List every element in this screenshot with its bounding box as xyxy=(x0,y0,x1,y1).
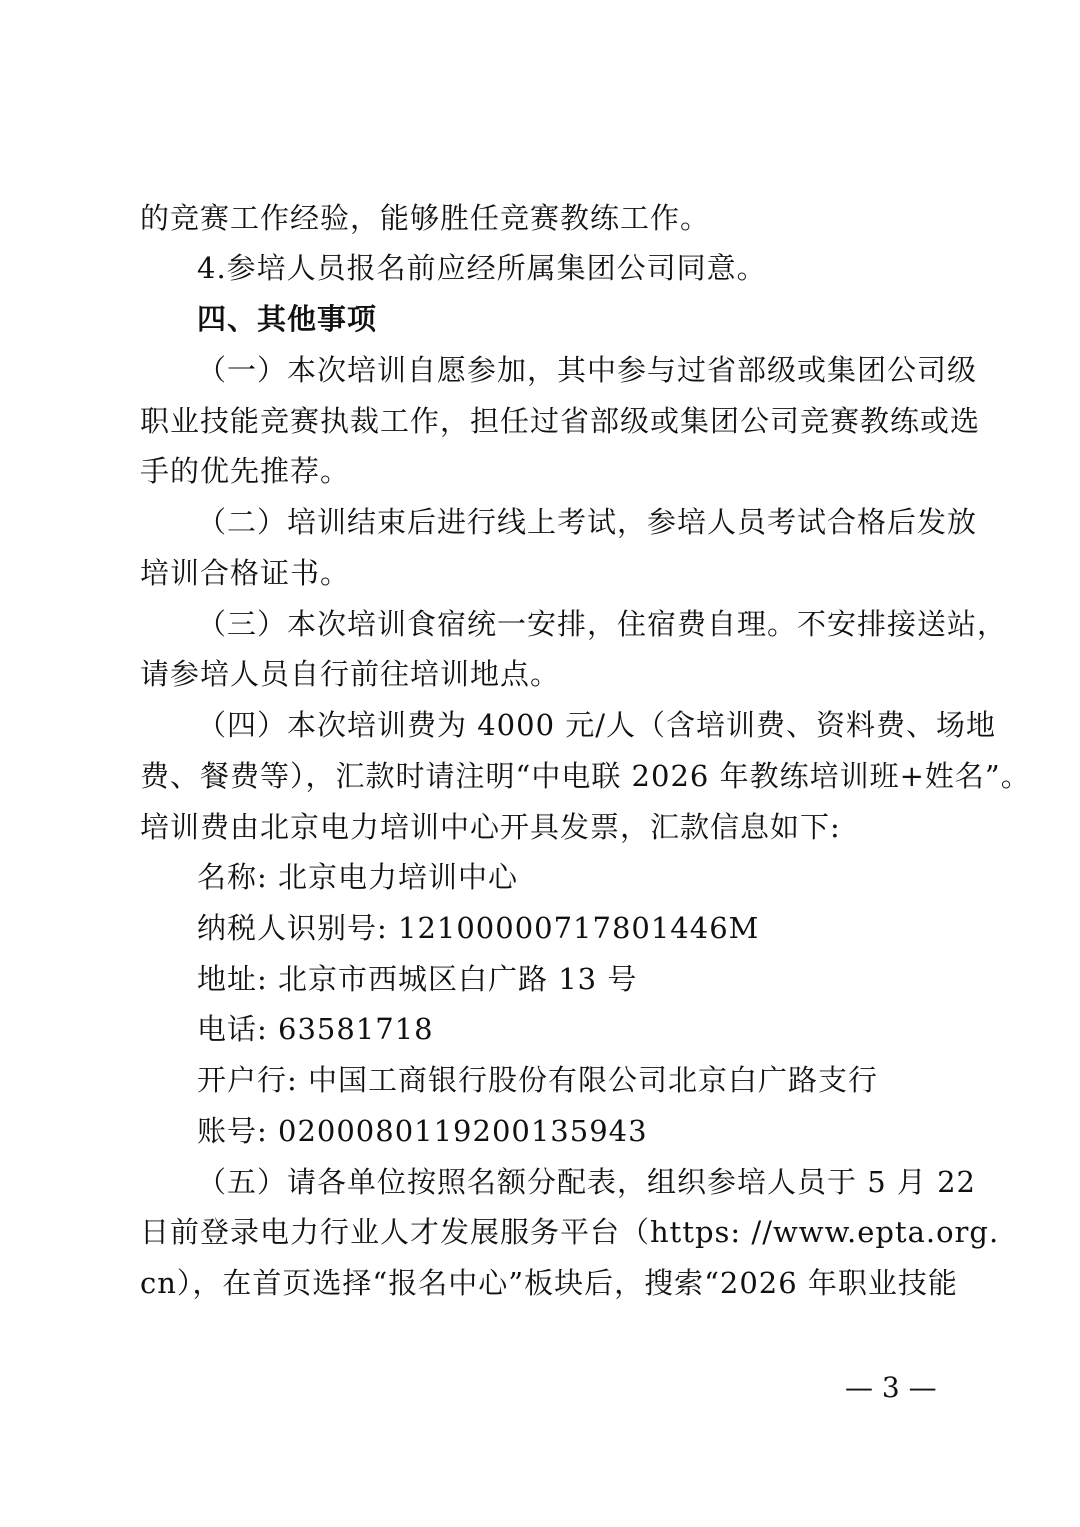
payee-name: 名称: 北京电力培训中心 xyxy=(197,860,518,894)
text-line-item-4: 4.参培人员报名前应经所属集团公司同意。 xyxy=(197,251,767,285)
payee-account: 账号: 0200080119200135943 xyxy=(197,1114,648,1148)
text-line-continuation: 的竞赛工作经验，能够胜任竞赛教练工作。 xyxy=(140,201,711,235)
paragraph-5-line-1: （五）请各单位按照名额分配表，组织参培人员于 5 月 22 xyxy=(197,1165,977,1199)
payee-phone: 电话: 63581718 xyxy=(197,1012,434,1046)
paragraph-5-line-2: 日前登录电力行业人才发展服务平台（https: //www.epta.org. xyxy=(140,1215,1000,1249)
paragraph-4-line-2: 费、餐费等），汇款时请注明“中电联 2026 年教练培训班+姓名”。 xyxy=(140,759,1031,793)
payee-bank: 开户行: 中国工商银行股份有限公司北京白广路支行 xyxy=(197,1063,878,1097)
paragraph-2-line-2: 培训合格证书。 xyxy=(140,556,351,590)
paragraph-4-line-3: 培训费由北京电力培训中心开具发票，汇款信息如下: xyxy=(140,810,841,844)
page-number: — 3 — xyxy=(845,1371,937,1404)
paragraph-3-line-1: （三）本次培训食宿统一安排，住宿费自理。不安排接送站， xyxy=(197,607,1008,641)
paragraph-4-line-1: （四）本次培训费为 4000 元/人（含培训费、资料费、场地 xyxy=(197,708,997,742)
paragraph-2-line-1: （二）培训结束后进行线上考试，参培人员考试合格后发放 xyxy=(197,505,978,539)
paragraph-1-line-2: 职业技能竞赛执裁工作，担任过省部级或集团公司竞赛教练或选 xyxy=(140,404,981,438)
paragraph-3-line-2: 请参培人员自行前往培训地点。 xyxy=(140,657,561,691)
payee-address: 地址: 北京市西城区白广路 13 号 xyxy=(197,962,638,996)
paragraph-1-line-3: 手的优先推荐。 xyxy=(140,454,351,488)
section-heading-other-matters: 四、其他事项 xyxy=(197,302,378,336)
paragraph-5-line-3: cn），在首页选择“报名中心”板块后，搜索“2026 年职业技能 xyxy=(140,1266,958,1300)
paragraph-1-line-1: （一）本次培训自愿参加，其中参与过省部级或集团公司级 xyxy=(197,353,978,387)
taxpayer-id: 纳税人识别号: 12100000717801446M xyxy=(197,911,760,945)
